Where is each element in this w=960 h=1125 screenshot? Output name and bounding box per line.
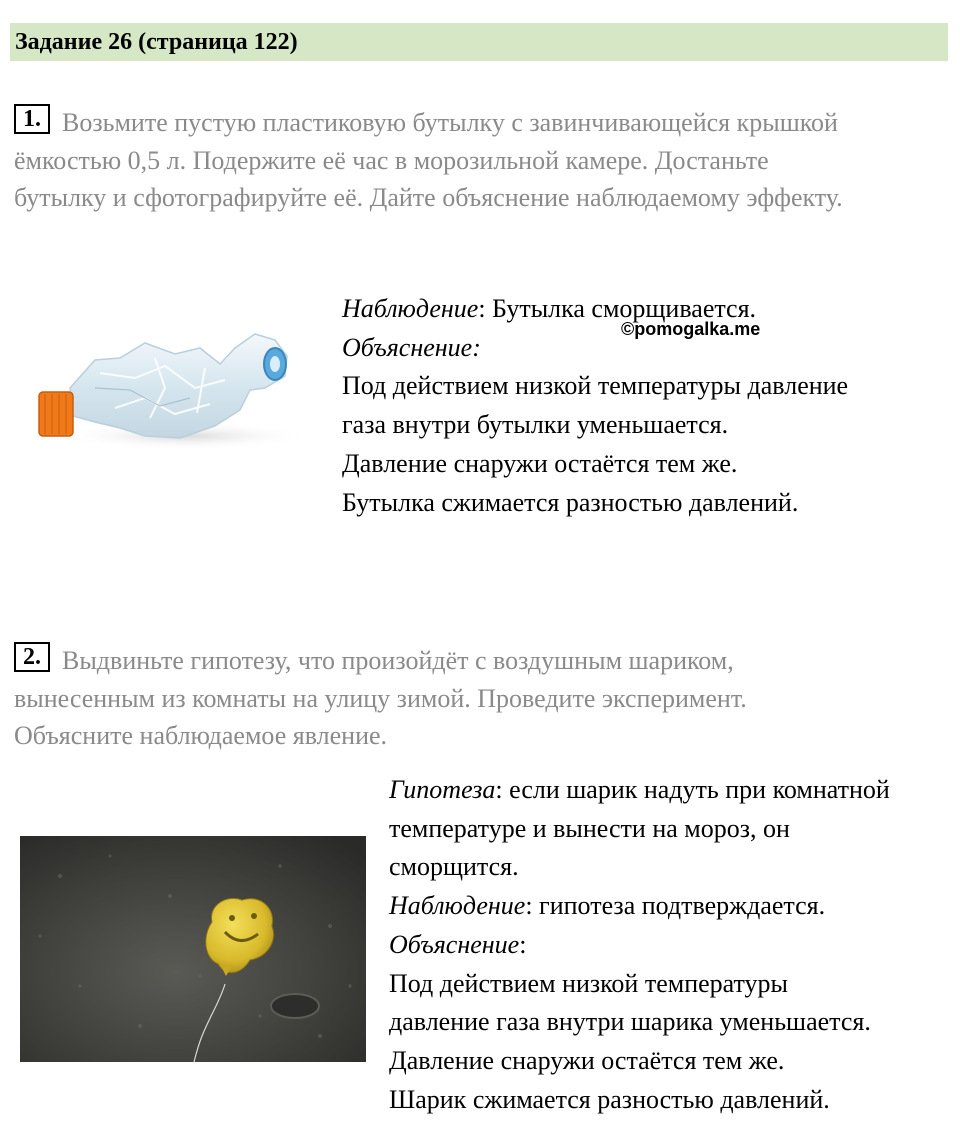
task-1-line: бутылку и сфотографируйте её. Дайте объяснение наблюдаемому эффекту. (14, 183, 843, 212)
observation-line: Наблюдение: Бутылка сморщивается. (342, 294, 757, 323)
explanation-line: Давление снаружи остаётся тем же. (342, 448, 738, 478)
explanation-line: Шарик сжимается разностью давлений. (389, 1084, 830, 1114)
explanation-line: Бутылка сжимается разностью давлений. (342, 487, 799, 517)
explanation-line: Под действием низкой температуры (389, 968, 789, 998)
explanation-line: давление газа внутри шарика уменьшается. (389, 1007, 871, 1037)
task-header (10, 23, 948, 61)
task-number-2: 2. (14, 642, 50, 672)
task-1-line: ёмкостью 0,5 л. Подержите её час в морозильной камере. Достаньте (14, 145, 769, 175)
task-2-line: вынесенным из комнаты на улицу зимой. Проведите эксперимент. (14, 683, 747, 713)
task-1-answer (342, 290, 848, 522)
task-2-statement (14, 642, 747, 755)
task-1-line: 1. Возьмите пустую пластиковую бутылку с завинчивающейся крышкой (14, 104, 843, 142)
hypothesis-line: Гипотеза: если шарик надуть при комнатной (389, 775, 890, 804)
task-2-answer (389, 771, 890, 1119)
explanation-label: Объяснение: (389, 929, 527, 959)
observation-line: Наблюдение: гипотеза подтверждается. (389, 891, 826, 921)
explanation-line: газа внутри бутылки уменьшается. (342, 410, 729, 440)
explanation-label: Объяснение: (342, 332, 481, 362)
watermark: ©pomogalka.me (621, 319, 761, 339)
hypothesis-line: сморщится. (389, 852, 519, 882)
task-2-line: Объясните наблюдаемое явление. (14, 721, 388, 750)
deflated-balloon-on-asphalt-photo (20, 836, 366, 1062)
task-2-line: 2. Выдвиньте гипотезу, что произойдёт с воздушным шариком, (14, 642, 747, 680)
crumpled-plastic-bottle-photo (25, 318, 315, 458)
explanation-line: Под действием низкой температуры давление (342, 371, 849, 401)
hypothesis-line: температуре и вынести на мороз, он (389, 813, 790, 843)
task-number-1: 1. (14, 104, 50, 134)
page-title: Задание 26 (страница 122) (15, 29, 298, 55)
task-1-statement (14, 104, 843, 217)
explanation-line: Давление снаружи остаётся тем же. (389, 1045, 785, 1075)
